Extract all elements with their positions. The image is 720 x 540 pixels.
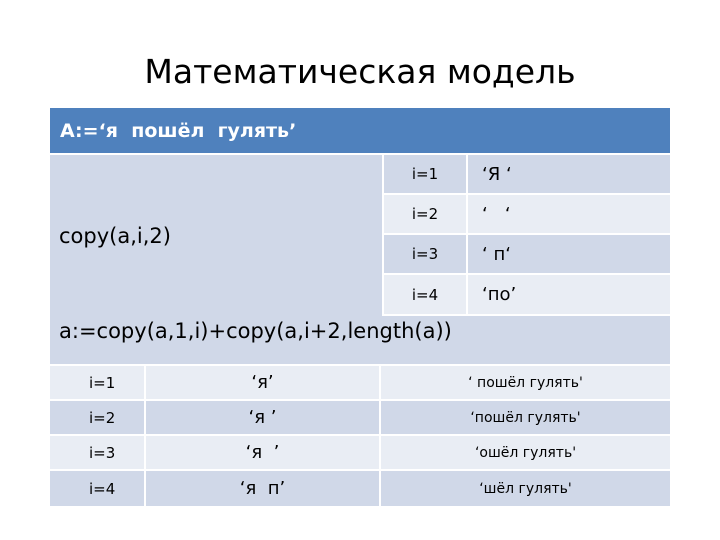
assign-row-1-left: ‘я’ [146, 366, 381, 401]
assign-row-4-right: ‘шёл гулять' [381, 471, 670, 506]
assign-row-2-index: i=2 [50, 401, 146, 436]
copy-row-1-value: ‘Я ‘ [468, 155, 670, 195]
assign-row-1-index: i=1 [50, 366, 146, 401]
copy-row-3-index: i=3 [384, 235, 468, 275]
assign-row-2-left: ‘я ’ [146, 401, 381, 436]
table-header: A:=‘я пошёл гулять’ [50, 108, 670, 155]
copy-expression: copy(a,i,2) [50, 155, 384, 316]
copy-row-2-index: i=2 [384, 195, 468, 235]
assign-row-3-right: ‘ошёл гулять' [381, 436, 670, 471]
copy-row-4-value: ‘по’ [468, 275, 670, 316]
assign-expression: a:=copy(a,1,i)+copy(a,i+2,length(a)) [50, 316, 670, 366]
assign-row-2-right: ‘пошёл гулять' [381, 401, 670, 436]
assign-row-1-right: ‘ пошёл гулять' [381, 366, 670, 401]
assign-row-4-index: i=4 [50, 471, 146, 506]
assign-row-3-index: i=3 [50, 436, 146, 471]
copy-row-1-index: i=1 [384, 155, 468, 195]
copy-row-4-index: i=4 [384, 275, 468, 316]
copy-row-3-value: ‘ п‘ [468, 235, 670, 275]
assign-row-4-left: ‘я п’ [146, 471, 381, 506]
assign-row-3-left: ‘я ’ [146, 436, 381, 471]
copy-row-2-value: ‘ ‘ [468, 195, 670, 235]
slide-title: Математическая модель [144, 52, 576, 91]
model-table [50, 108, 670, 506]
